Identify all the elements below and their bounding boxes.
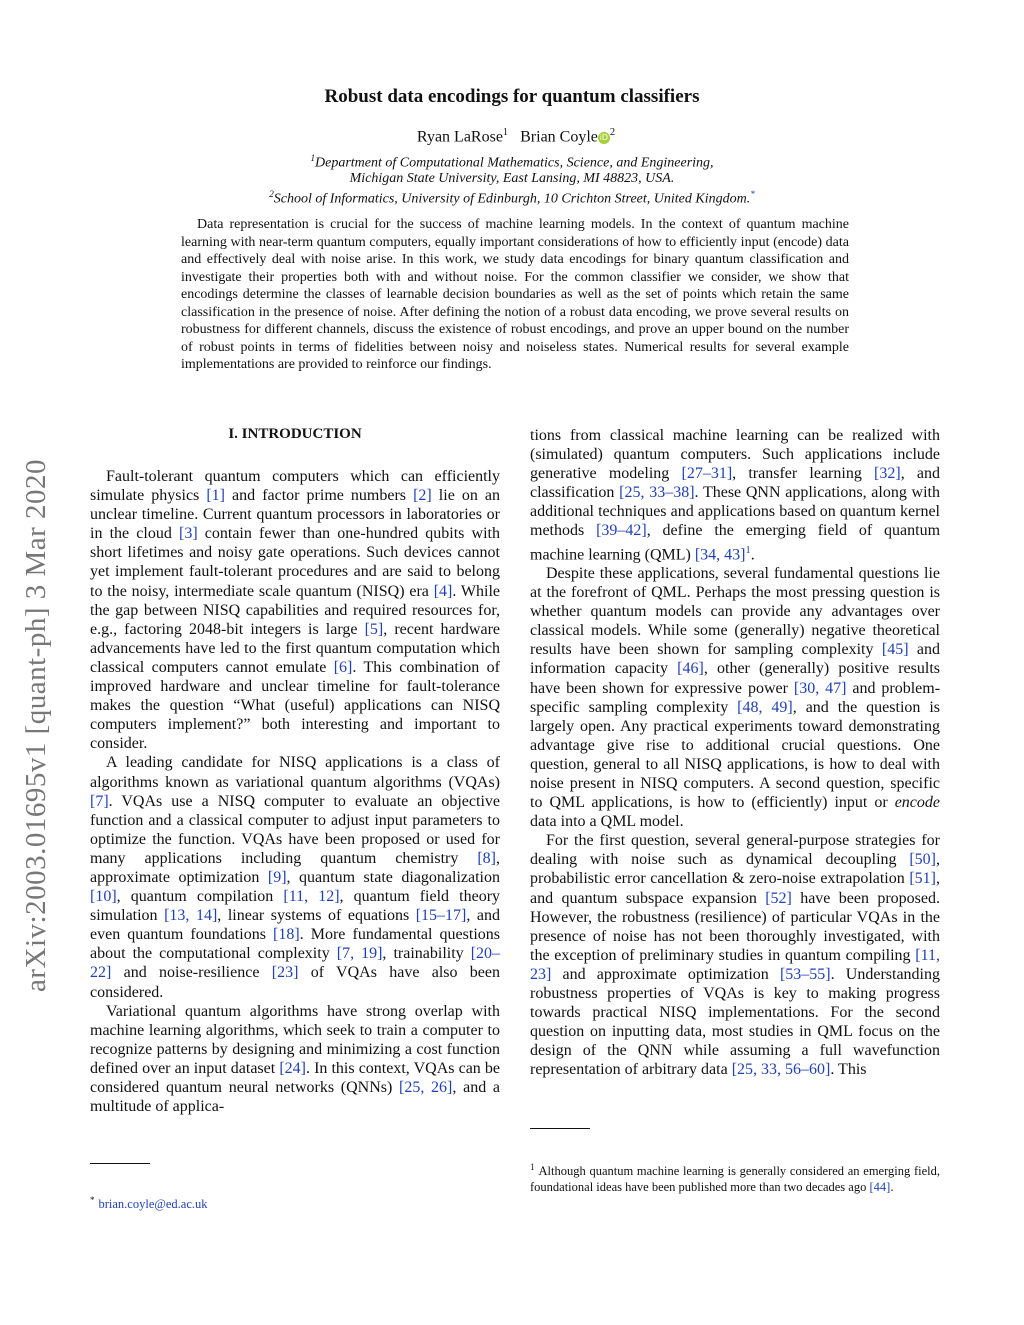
affiliation-number: 2 bbox=[269, 189, 274, 199]
footnote-marker[interactable]: 1 bbox=[745, 544, 751, 556]
affiliation-2 bbox=[0, 189, 1024, 208]
affiliation-marker: 2 bbox=[609, 127, 616, 138]
paragraph: For the first question, several general-purpose strategies for dealing with noise such as dynamical decoupling [50], probabilistic error cancellation & zero-noise extrapolation [51], and quantum subspace expansion [52] have been proposed. However, the robustness (resilience) of particular VQAs in the presence of noise has not been thoroughly investigated, with the exception of preliminary studies in quantum compiling [11, 23] and approximate optimization [53–55]. Understanding robustness properties of VQAs is key to making progress towards practical NISQ implementations. For the second question on inputting data, most studies in QML focus on the design of the QNN while assuming a full wavefunction representation of arbitrary data [25, 33, 56–60]. This bbox=[530, 832, 940, 1079]
paragraph: A leading candidate for NISQ applications is a class of algorithms known as variational quantum algorithms (VQAs) [7]. VQAs use a NISQ computer to evaluate an objective function and a classical computer to adjust input parameters to optimize the function. VQAs have been proposed or used for many applications including quantum chemistry [8], approximate optimization [9], quantum state diagonalization [10], quantum compilation [11, 12], quantum field theory simulation [13, 14], linear systems of equations [15–17], and even quantum foundations [18]. More fundamental questions about the computational complexity [7, 19], trainability [20–22] and noise-resilience [23] of VQAs have also been considered. bbox=[90, 754, 501, 1001]
citation-link[interactable]: [4] bbox=[433, 582, 453, 600]
citation-link[interactable]: [7, 19] bbox=[336, 945, 383, 963]
email-footnote-marker[interactable]: * bbox=[750, 189, 755, 199]
citation-link[interactable]: [25, 33–38] bbox=[619, 484, 695, 502]
affiliation-1 bbox=[0, 153, 1024, 172]
paragraph: Fault-tolerant quantum computers which can efficiently simulate physics [1] and factor prime numbers [2] lie on an unclear timeline. Current quantum processors in laboratories or in the cloud [3] contain fewer than one-hundred qubits with short lifetimes and noisy gate operations. Such devices cannot yet implement fault-tolerant procedures and are said to belong to the noisy, intermediate scale quantum (NISQ) era [4]. While the gap between NISQ capabilities and required resources for, e.g., factoring 2048-bit integers is large [5], recent hardware advancements have led to the first quantum computation which classical computers cannot emulate [6]. This combination of improved hardware and unclear timeline for fault-tolerance makes the question “What (useful) applications can NISQ computers implement?” both interesting and important to consider. bbox=[90, 468, 501, 753]
citation-link[interactable]: [6] bbox=[333, 658, 353, 676]
citation-link[interactable]: [23] bbox=[271, 964, 299, 982]
citation-link[interactable]: [18] bbox=[273, 926, 300, 944]
author-name: Ryan LaRose bbox=[416, 128, 503, 146]
abstract: Data representation is crucial for the success of machine learning models. In the context of quantum machine learning with near-term quantum computers, equally important considerations of how to efficiently input (encode) data and effectively deal with noise arise. In this work, we study data encodings for binary quantum classification and investigate their properties both with and without noise. For the common classifier we consider, we show that encodings determine the classes of learnable decision boundaries as well as the set of points which retain the same classification in the presence of noise. After defining the notion of a robust data encoding, we prove several results on robustness for different channels, discuss the existence of robust encodings, and prove an upper bound on the number of robust points in terms of fidelities between noisy and noiseless states. Numerical results for several example implementations are provided to reinforce our findings. bbox=[181, 217, 849, 372]
citation-link[interactable]: [51] bbox=[909, 870, 936, 888]
citation-link[interactable]: [44] bbox=[869, 1180, 891, 1194]
citation-link[interactable]: [52] bbox=[765, 889, 792, 907]
footnote-divider bbox=[530, 1128, 590, 1129]
right-column bbox=[530, 426, 940, 1080]
citation-link[interactable]: [46] bbox=[677, 660, 704, 678]
section-heading: I. INTRODUCTION bbox=[228, 426, 362, 442]
citation-link[interactable]: [15–17] bbox=[415, 907, 467, 925]
citation-link[interactable]: [11, 12] bbox=[283, 888, 340, 906]
citation-link[interactable]: [10] bbox=[90, 888, 117, 906]
citation-link[interactable]: [32] bbox=[874, 465, 901, 483]
affiliation-1-line2: Michigan State University, East Lansing, MI 48823, USA. bbox=[349, 171, 675, 186]
citation-link[interactable]: [39–42] bbox=[596, 522, 647, 540]
citation-link[interactable]: [25, 33, 56–60] bbox=[731, 1061, 831, 1079]
citation-link[interactable]: [11, 23] bbox=[530, 946, 940, 983]
citation-link[interactable]: [2] bbox=[413, 487, 432, 505]
citation-link[interactable]: [25, 26] bbox=[399, 1079, 453, 1096]
left-column bbox=[90, 467, 500, 1116]
citation-link[interactable]: [1] bbox=[206, 487, 225, 505]
paragraph: tions from classical machine learning can be realized with (simulated) quantum computers. Such applications include generative modeling [27–31], transfer learning [32], and classification [25, 33–38]. These QNN applications, along with additional techniques and applications based on quantum kernel methods [39–42], define the emerging field of quantum machine learning (QML) [34, 43]$^1$. bbox=[530, 427, 941, 563]
email-link[interactable]: brian.coyle@ed.ac.uk bbox=[98, 1197, 208, 1211]
citation-link[interactable]: [30, 47] bbox=[793, 679, 847, 697]
email-footnote: * brian.coyle@ed.ac.uk bbox=[90, 1195, 208, 1211]
paragraph: Variational quantum algorithms have strong overlap with machine learning algorithms, which seek to train a computer to recognize patterns by designing and minimizing a cost function defined over an input dataset [24]. In this context, VQAs can be considered quantum neural networks (QNNs) [25, 26], and a multitude of applica- bbox=[90, 1002, 501, 1116]
citation-link[interactable]: [9] bbox=[267, 868, 287, 886]
citation-link[interactable]: [20–22] bbox=[90, 945, 501, 982]
citation-link[interactable]: [7] bbox=[90, 792, 109, 810]
citation-link[interactable]: [27–31] bbox=[681, 465, 733, 483]
citation-link[interactable]: [8] bbox=[477, 849, 496, 867]
author-line bbox=[0, 127, 1024, 146]
affiliation-text: School of Informatics, University of Edinburgh, 10 Crichton Street, United Kingdom. bbox=[273, 191, 751, 207]
footnote-1: $^1$ Although quantum machine learning is generally considered an emerging field, foundational ideas have been published more than two decades ago [44]. bbox=[530, 1162, 940, 1194]
affiliation-marker: 1 bbox=[502, 127, 509, 138]
orcid-icon[interactable]: iD bbox=[599, 133, 609, 143]
paragraph: Despite these applications, several fundamental questions lie at the forefront of QML. Perhaps the most pressing question is whether quantum models can provide any advantages over classical models. While some (generally) negative theoretical results have been shown for sampling complexity [45] and information capacity [46], other (generally) positive results have been shown for expressive power [30, 47] and problem-specific sampling complexity [48, 49], and the question is largely open. Any practical experiments toward demonstrating advantage give rise to additional crucial questions. One question, general to all NISQ applications, is how to deal with noise present in NISQ computers. A second question, specific to QML applications, is how to (efficiently) input or encode data into a QML model. bbox=[530, 564, 941, 831]
citation-link[interactable]: [3] bbox=[178, 525, 198, 543]
citation-link[interactable]: [50] bbox=[909, 851, 936, 869]
footnote-divider bbox=[90, 1163, 150, 1164]
paper-title: Robust data encodings for quantum classifiers bbox=[324, 86, 700, 107]
author-name: Brian Coyle bbox=[520, 128, 598, 146]
citation-link[interactable]: [13, 14] bbox=[164, 907, 218, 925]
citation-link[interactable]: [34, 43] bbox=[694, 545, 746, 563]
affiliation-text: Department of Computational Mathematics, Science, and Engineering, bbox=[315, 155, 714, 171]
citation-link[interactable]: [45] bbox=[881, 641, 909, 659]
citation-link[interactable]: [5] bbox=[364, 620, 384, 638]
citation-link[interactable]: [24] bbox=[279, 1059, 306, 1077]
affiliation-number: 1 bbox=[310, 153, 315, 163]
citation-link[interactable]: [53–55] bbox=[779, 965, 831, 983]
citation-link[interactable]: [48, 49] bbox=[737, 698, 793, 716]
arxiv-side-identifier: arXiv:2003.01695v1 [quant-ph] 3 Mar 2020 bbox=[20, 458, 52, 992]
